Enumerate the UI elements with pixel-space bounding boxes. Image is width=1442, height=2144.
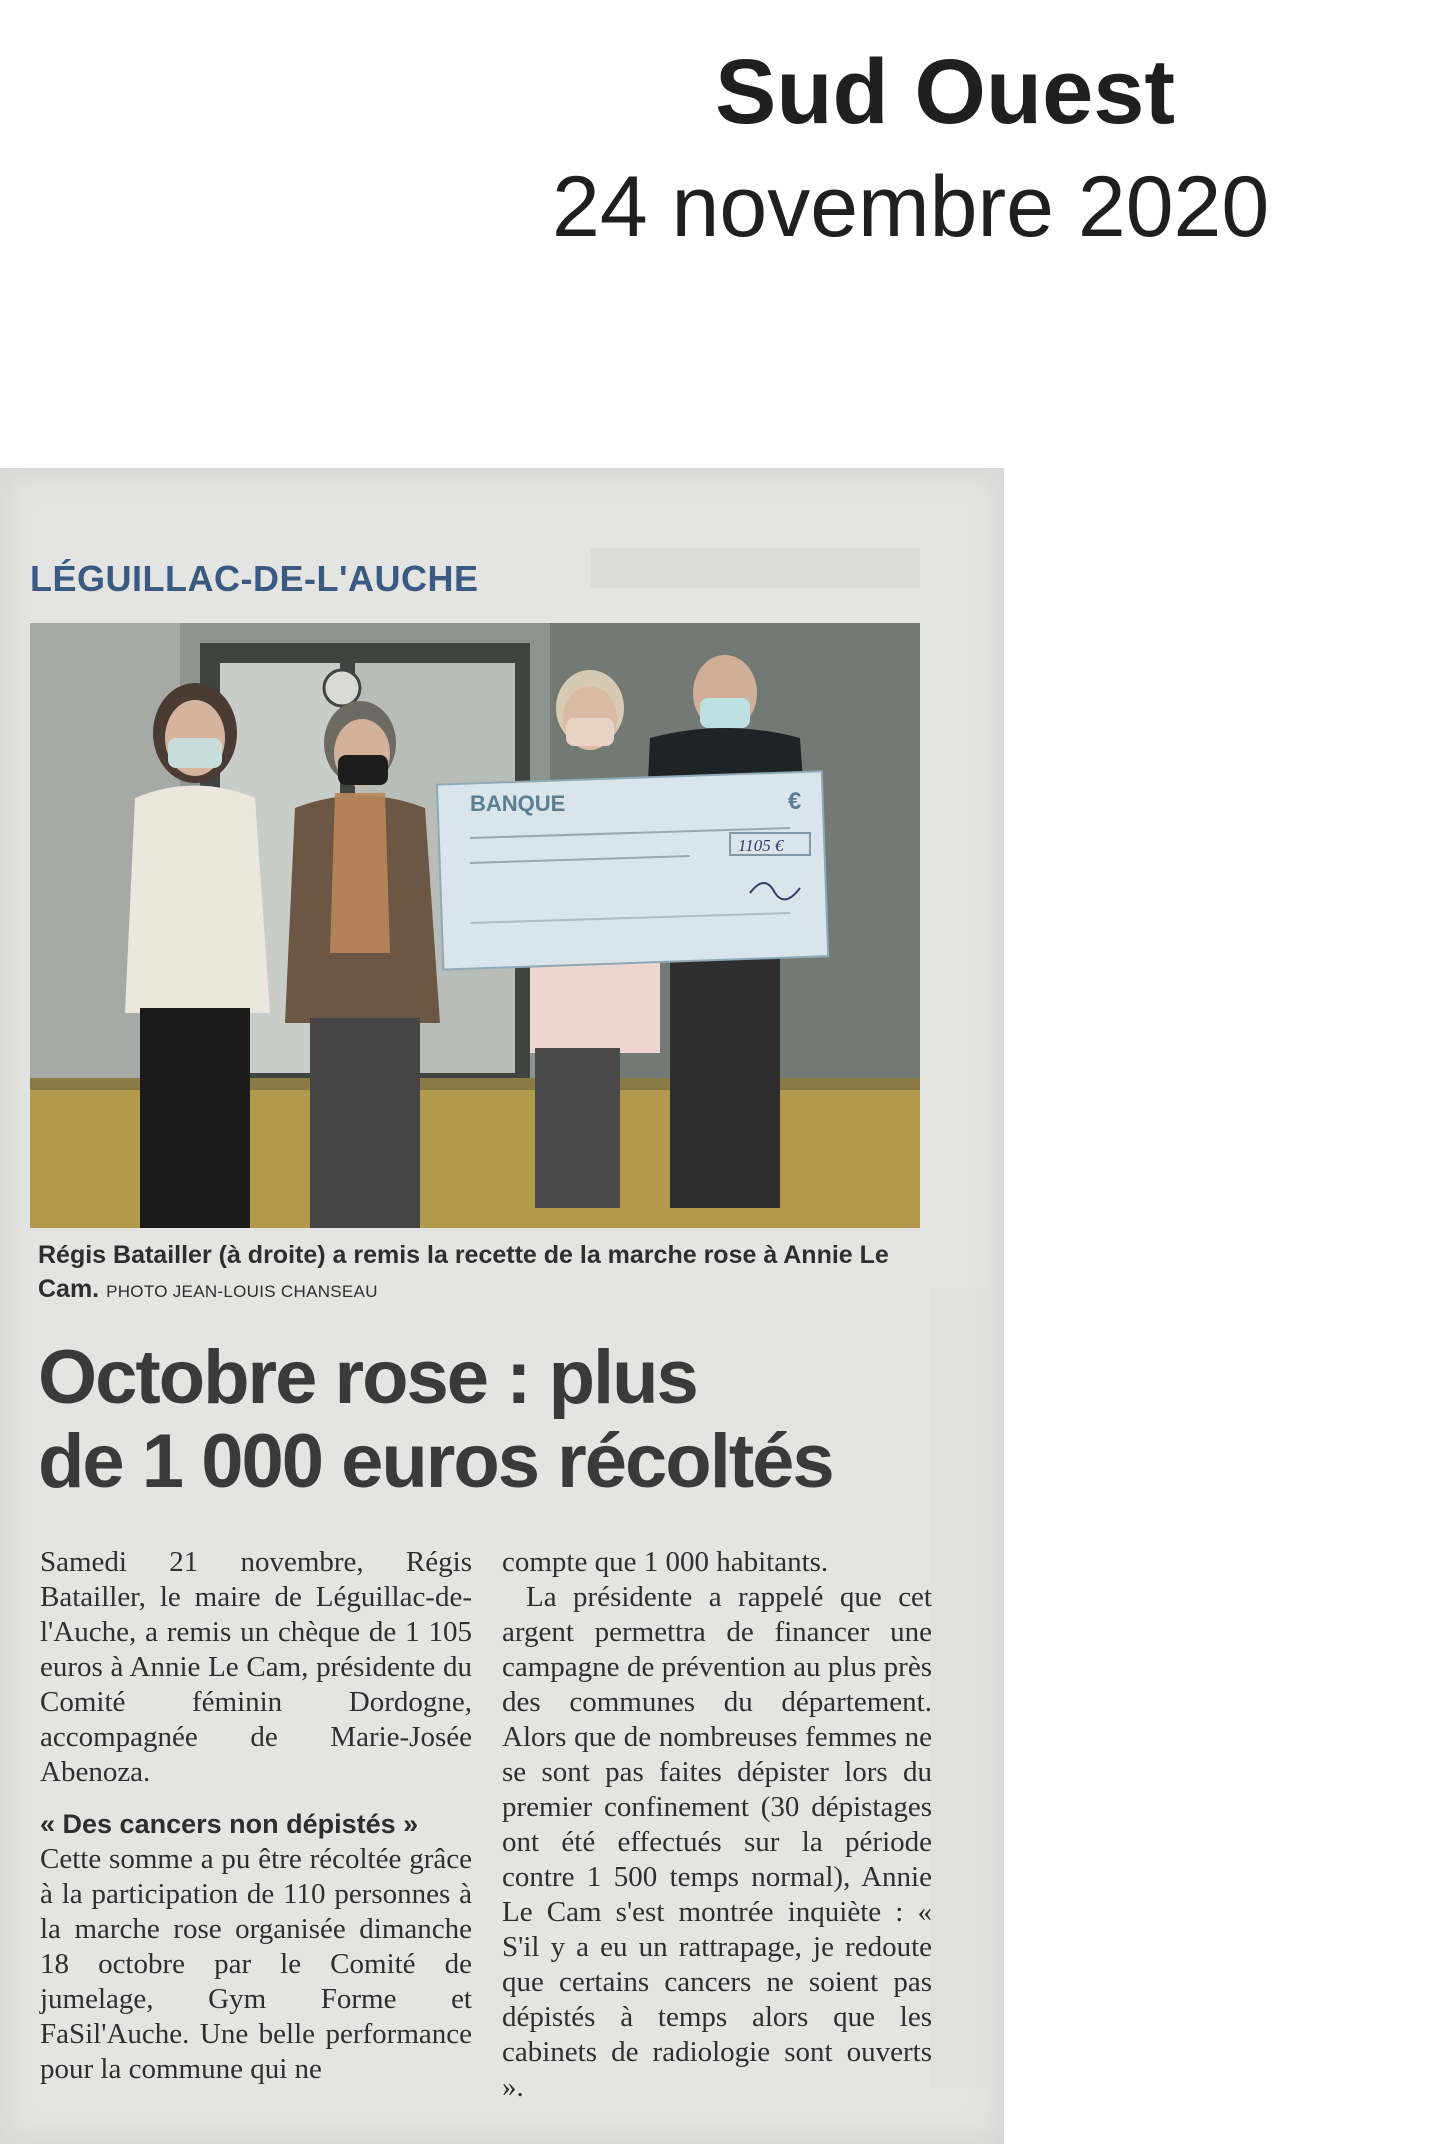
locality-label: LÉGUILLAC-DE-L'AUCHE bbox=[30, 558, 479, 599]
paragraph: compte que 1 000 habitants. bbox=[502, 1546, 829, 1578]
article-column-left bbox=[40, 1545, 472, 2087]
caption-text: Régis Batailler (à droite) a remis la recette de la marche rose à Annie Le Cam. bbox=[38, 1241, 889, 1303]
headline-line-2: de 1 000 euros récoltés bbox=[38, 1419, 833, 1504]
paragraph: Samedi 21 novembre, Régis Batailler, le maire de Léguillac-de-l'Auche, a remis un chèque de 1 105 euros à Annie Le Cam, présidente du Comité féminin Dordogne, accompagnée de Marie-Josée Abenoza. bbox=[40, 1546, 472, 1788]
article-column-right bbox=[502, 1545, 932, 2105]
article-photo bbox=[30, 623, 920, 1228]
publication-date: 24 novembre 2020 bbox=[552, 159, 1270, 255]
photo-credit: PHOTO JEAN-LOUIS CHANSEAU bbox=[106, 1282, 378, 1301]
bleed-through-block bbox=[590, 548, 920, 588]
photo-illustration bbox=[30, 623, 920, 1228]
bleed-through-block bbox=[930, 1288, 990, 2088]
paragraph: La présidente a rappelé que cet argent permettra de financer une campagne de prévention au plus près des communes du département. Alors que de nombreuses femmes ne se sont pas faites dépister lors du premier confinement (30 dépistages ont été effectués sur la période contre 1 500 temps normal), Annie Le Cam s'est montrée inquiète : « S'il y a eu un rattrapage, je redoute que certains cancers ne soient pas dépistés à temps alors que les cabinets de radiologie sont ouverts ». bbox=[502, 1581, 932, 2103]
photo-caption bbox=[38, 1238, 938, 1309]
cheque-currency-symbol: € bbox=[788, 788, 802, 815]
cheque-amount: 1105 € bbox=[738, 836, 784, 855]
newspaper-name: Sud Ouest bbox=[715, 41, 1176, 143]
article-subheading: « Des cancers non dépistés » bbox=[40, 1809, 419, 1839]
article-headline bbox=[38, 1336, 938, 1504]
cheque-bank-label: BANQUE bbox=[470, 791, 566, 816]
paragraph: Cette somme a pu être récoltée grâce à la participation de 110 personnes à la marche rose organisée dimanche 18 octobre par le Comité de jumelage, Gym Forme et FaSil'Auche. Une belle performance pour la commune qui ne bbox=[40, 1843, 472, 2085]
headline-line-1: Octobre rose : plus bbox=[38, 1335, 697, 1420]
newspaper-clipping bbox=[0, 468, 1004, 2144]
